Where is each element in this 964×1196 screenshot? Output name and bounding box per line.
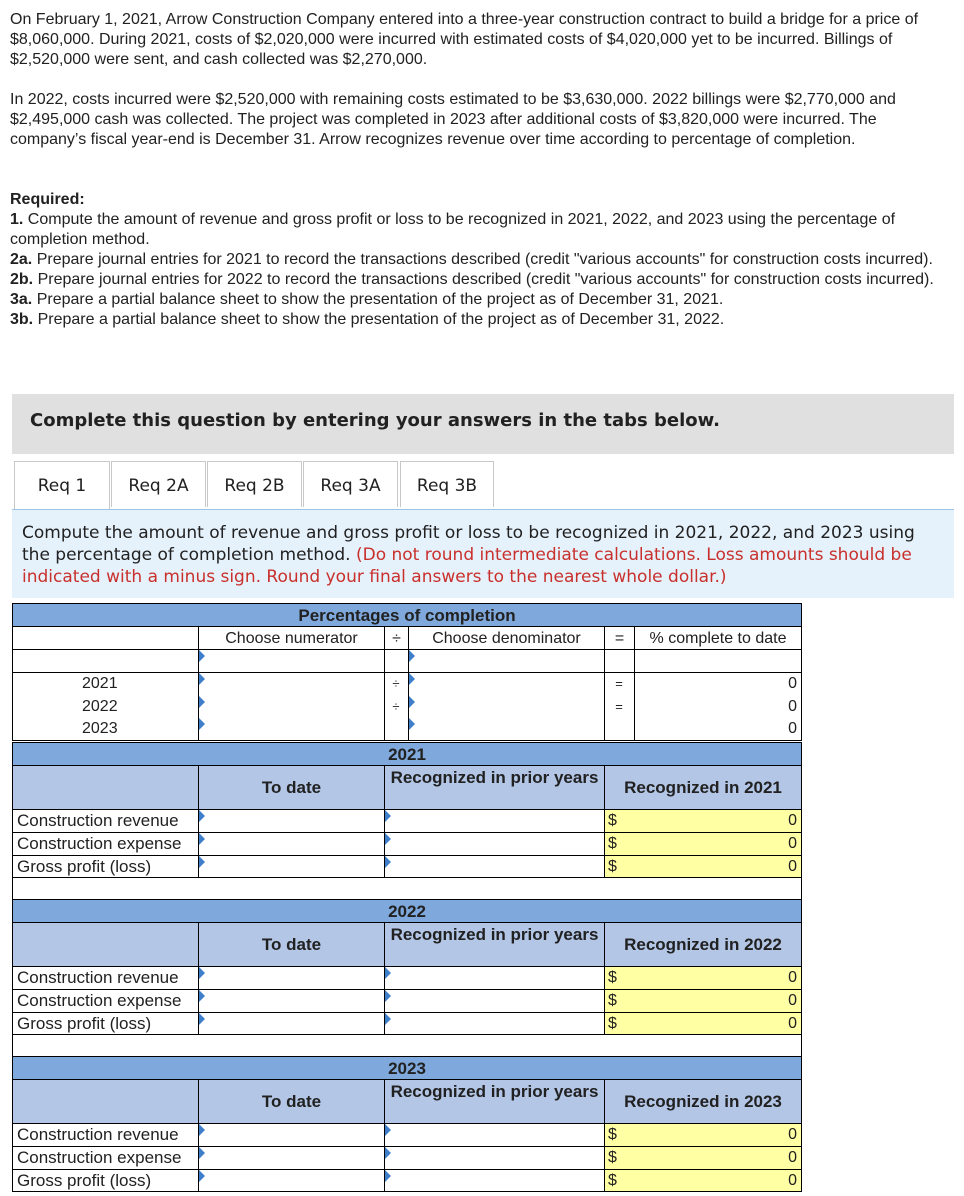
required-heading: Required: (10, 191, 85, 208)
pct-blank-numerator-input[interactable] (198, 649, 384, 672)
dropdown-marker-icon (385, 967, 391, 979)
pct-2021-numerator-input[interactable] (199, 673, 383, 695)
section-2023-recognized: Recognized in 2023 (604, 1079, 802, 1123)
dropdown-marker-icon (385, 990, 391, 1002)
instruction-text: Complete this question by entering your answers in the tabs below. (30, 410, 720, 431)
section-2023-construction-revenue-to-date-input[interactable] (198, 1123, 384, 1146)
pct-year-2022: 2022 (82, 698, 118, 715)
pct-header-denominator: Choose denominator (408, 626, 604, 649)
section-2021-construction-revenue-label: Construction revenue (12, 809, 198, 832)
section-2023-header-blank (12, 1079, 198, 1123)
tab-req-2b[interactable]: Req 2B (207, 461, 302, 507)
section-2021-gross-profit-loss-value: 0 (628, 855, 802, 878)
dropdown-marker-icon (199, 1013, 205, 1025)
dropdown-marker-icon (385, 1147, 391, 1159)
problem-text-2: In 2022, costs incurred were $2,520,000 with remaining costs estimated to be $3,630,000. 2022 billings were $2,770,000 and $2,495,000 cash was collected. The project was completed in 2023 after additional costs of $3,820,000 were incurred. The company’s fiscal year-end is December 31. Arrow recognizes revenue over time according to percentage of completion. (10, 91, 896, 148)
requirement-2b: 2b. Prepare journal entries for 2022 to record the transactions described (credit "various accounts" for construction costs incurred). (10, 271, 934, 288)
section-2021-construction-expense-value: 0 (628, 832, 802, 855)
section-2023-gross-profit-loss-value: 0 (628, 1169, 802, 1192)
dropdown-marker-icon (199, 1124, 205, 1136)
dropdown-marker-icon (199, 718, 205, 730)
pct-2021-div: ÷ (392, 676, 400, 691)
section-2021-construction-expense-to-date-input[interactable] (198, 832, 384, 855)
section-2022-construction-revenue-prior-input[interactable] (384, 966, 604, 989)
section-2022-gross-profit-loss-currency: $ (604, 1012, 628, 1035)
section-2022-spacer (12, 1035, 802, 1056)
section-2022-construction-expense-prior-input[interactable] (384, 989, 604, 1012)
pct-2022-eq: = (615, 699, 623, 714)
section-2021-spacer (12, 878, 802, 899)
dropdown-marker-icon (385, 833, 391, 845)
section-2022-recognized: Recognized in 2022 (604, 922, 802, 966)
section-2021-gross-profit-loss-currency: $ (604, 855, 628, 878)
section-year-2023: 2023 (12, 1056, 802, 1079)
pct-2023-result: 0 (788, 720, 797, 737)
dropdown-marker-icon (385, 1013, 391, 1025)
requirements (10, 190, 950, 330)
dropdown-marker-icon (199, 650, 205, 662)
section-2021-recognized: Recognized in 2021 (604, 765, 802, 809)
question-note: (Do not round intermediate calculations. Loss amounts should be indicated with a minus sign. Round your final answers to the nearest whole dollar.) (22, 545, 912, 587)
section-2023-construction-revenue-currency: $ (604, 1123, 628, 1146)
pct-header-blank (12, 626, 198, 649)
pct-2022-denominator-input[interactable] (409, 696, 603, 718)
instruction-banner (12, 394, 954, 454)
section-2022-gross-profit-loss-to-date-input[interactable] (198, 1012, 384, 1035)
dropdown-marker-icon (385, 810, 391, 822)
pct-2022-div: ÷ (392, 699, 400, 714)
section-2021-construction-revenue-currency: $ (604, 809, 628, 832)
section-2023-construction-expense-currency: $ (604, 1146, 628, 1169)
dropdown-marker-icon (199, 696, 205, 708)
section-2022-construction-expense-label: Construction expense (12, 989, 198, 1012)
problem-paragraph-1 (10, 10, 950, 70)
section-2022-to-date: To date (198, 922, 384, 966)
tab-req-3b[interactable]: Req 3B (400, 461, 494, 507)
dropdown-marker-icon (199, 673, 205, 685)
question-box (12, 510, 954, 598)
pct-2021-denominator-input[interactable] (409, 673, 603, 695)
pct-blank-label (12, 649, 198, 672)
section-2021-construction-expense-currency: $ (604, 832, 628, 855)
requirement-3b: 3b. Prepare a partial balance sheet to show the presentation of the project as of December 31, 2022. (10, 311, 725, 328)
section-2023-gross-profit-loss-to-date-input[interactable] (198, 1169, 384, 1192)
pct-table-title: Percentages of completion (12, 603, 802, 626)
pct-header-result: % complete to date (634, 626, 802, 649)
section-2021-gross-profit-loss-prior-input[interactable] (384, 855, 604, 878)
section-2022-construction-revenue-value: 0 (628, 966, 802, 989)
section-2022-construction-expense-currency: $ (604, 989, 628, 1012)
dropdown-marker-icon (199, 833, 205, 845)
pct-year-2021: 2021 (82, 675, 118, 692)
section-2022-gross-profit-loss-value: 0 (628, 1012, 802, 1035)
dropdown-marker-icon (199, 967, 205, 979)
section-2021-to-date: To date (198, 765, 384, 809)
pct-2022-result: 0 (788, 698, 797, 715)
section-2021-construction-expense-prior-input[interactable] (384, 832, 604, 855)
section-2021-header-blank (12, 765, 198, 809)
section-2023-construction-revenue-value: 0 (628, 1123, 802, 1146)
pct-blank-denominator-input[interactable] (408, 649, 604, 672)
section-2023-construction-expense-value: 0 (628, 1146, 802, 1169)
dropdown-marker-icon (409, 673, 415, 685)
pct-blank-eq (604, 649, 634, 672)
section-2022-construction-revenue-currency: $ (604, 966, 628, 989)
section-2023-gross-profit-loss-currency: $ (604, 1169, 628, 1192)
section-2021-prior: Recognized in prior years (384, 765, 604, 809)
section-2021-gross-profit-loss-to-date-input[interactable] (198, 855, 384, 878)
pct-blank-div (384, 649, 408, 672)
requirement-2a: 2a. Prepare journal entries for 2021 to record the transactions described (credit "various accounts" for construction costs incurred). (10, 251, 933, 268)
dropdown-marker-icon (385, 1124, 391, 1136)
dropdown-marker-icon (199, 990, 205, 1002)
pct-header-numerator: Choose numerator (198, 626, 384, 649)
dropdown-marker-icon (409, 650, 415, 662)
dropdown-marker-icon (199, 1147, 205, 1159)
pct-2023-denominator-input[interactable] (409, 718, 603, 740)
requirement-3a: 3a. Prepare a partial balance sheet to show the presentation of the project as of December 31, 2021. (10, 291, 724, 308)
pct-2022-numerator-input[interactable] (199, 696, 383, 718)
section-2022-gross-profit-loss-prior-input[interactable] (384, 1012, 604, 1035)
pct-2021-eq: = (615, 676, 623, 691)
section-2022-prior: Recognized in prior years (384, 922, 604, 966)
dropdown-marker-icon (385, 1170, 391, 1182)
dropdown-marker-icon (385, 856, 391, 868)
pct-2023-numerator-input[interactable] (199, 718, 383, 740)
pct-header-eq: = (604, 626, 634, 649)
dropdown-marker-icon (199, 810, 205, 822)
section-2023-construction-revenue-label: Construction revenue (12, 1123, 198, 1146)
section-2021-construction-revenue-prior-input[interactable] (384, 809, 604, 832)
section-2023-construction-revenue-prior-input[interactable] (384, 1123, 604, 1146)
question-text: Compute the amount of revenue and gross profit or loss to be recognized in 2021, 2022, and 2023 using the percentage of completion method. (22, 523, 915, 565)
section-2021-construction-expense-label: Construction expense (12, 832, 198, 855)
dropdown-marker-icon (409, 696, 415, 708)
dropdown-marker-icon (199, 1170, 205, 1182)
pct-blank-result (634, 649, 802, 672)
pct-year-2023: 2023 (82, 720, 118, 737)
section-2023-gross-profit-loss-prior-input[interactable] (384, 1169, 604, 1192)
dropdown-marker-icon (199, 856, 205, 868)
problem-paragraph-2 (10, 90, 950, 150)
section-2023-construction-expense-to-date-input[interactable] (198, 1146, 384, 1169)
dropdown-marker-icon (409, 718, 415, 730)
pct-header-div: ÷ (384, 626, 408, 649)
requirement-1: 1. Compute the amount of revenue and gross profit or loss to be recognized in 2021, 2022, and 2023 using the percentage of completion method. (10, 211, 896, 248)
problem-text-1: On February 1, 2021, Arrow Construction Company entered into a three-year construction contract to build a bridge for a price of $8,060,000. During 2021, costs of $2,020,000 were incurred with estimated costs of $4,020,000 yet to be incurred. Billings of $2,520,000 were sent, and cash collected was $2,270,000. (10, 11, 919, 68)
section-2022-construction-revenue-to-date-input[interactable] (198, 966, 384, 989)
section-2023-construction-expense-label: Construction expense (12, 1146, 198, 1169)
section-2022-construction-revenue-label: Construction revenue (12, 966, 198, 989)
tab-req-1[interactable]: Req 1 (14, 461, 110, 510)
section-2022-gross-profit-loss-label: Gross profit (loss) (12, 1012, 198, 1035)
section-2021-construction-revenue-value: 0 (628, 809, 802, 832)
section-year-2021: 2021 (12, 742, 802, 765)
section-2023-construction-expense-prior-input[interactable] (384, 1146, 604, 1169)
section-2022-construction-expense-value: 0 (628, 989, 802, 1012)
section-2021-construction-revenue-to-date-input[interactable] (198, 809, 384, 832)
pct-2021-result: 0 (788, 675, 797, 692)
section-2023-to-date: To date (198, 1079, 384, 1123)
section-year-2022: 2022 (12, 899, 802, 922)
section-2022-header-blank (12, 922, 198, 966)
section-2023-prior: Recognized in prior years (384, 1079, 604, 1123)
tab-req-2a[interactable]: Req 2A (111, 461, 206, 507)
section-2023-gross-profit-loss-label: Gross profit (loss) (12, 1169, 198, 1192)
tab-req-3a[interactable]: Req 3A (303, 461, 398, 507)
section-2021-gross-profit-loss-label: Gross profit (loss) (12, 855, 198, 878)
section-2022-construction-expense-to-date-input[interactable] (198, 989, 384, 1012)
